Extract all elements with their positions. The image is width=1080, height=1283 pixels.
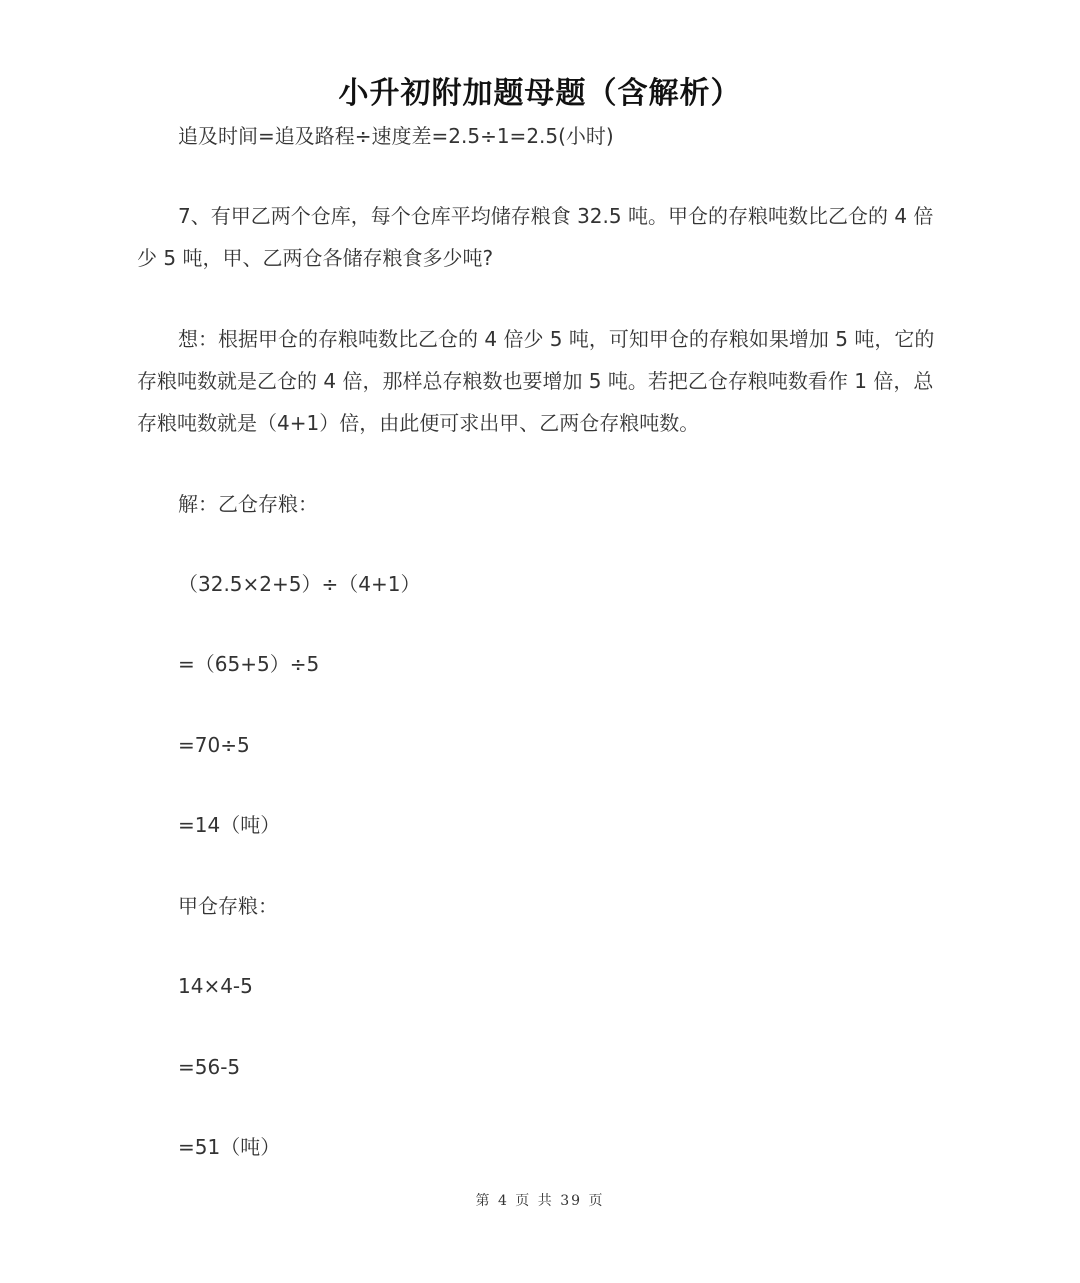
solution-step-a3: =51（吨） <box>178 1135 281 1159</box>
solution-step-b1: （32.5×2+5）÷（4+1） <box>178 572 421 596</box>
question-line-1: 7、有甲乙两个仓库，每个仓库平均储存粮食 32.5 吨。甲仓的存粮吨数比乙仓的 4 倍 <box>178 204 934 228</box>
solution-step-b4: =14（吨） <box>178 813 281 837</box>
thinking-line-3: 存粮吨数就是（4+1）倍，由此便可求出甲、乙两仓存粮吨数。 <box>137 411 700 435</box>
page-indicator: 第 4 页 共 39 页 <box>475 1193 605 1209</box>
solution-step-b2: =（65+5）÷5 <box>178 652 320 676</box>
solution-label-warehouse-a: 甲仓存粮： <box>178 894 278 918</box>
question-line-2: 少 5 吨，甲、乙两仓各储存粮食多少吨? <box>137 246 494 270</box>
thinking-line-1: 想：根据甲仓的存粮吨数比乙仓的 4 倍少 5 吨，可知甲仓的存粮如果增加 5 吨，它的 <box>178 327 935 351</box>
solution-step-a2: =56-5 <box>178 1055 241 1079</box>
solution-step-b3: =70÷5 <box>178 733 250 757</box>
thinking-line-2: 存粮吨数就是乙仓的 4 倍，那样总存粮数也要增加 5 吨。若把乙仓存粮吨数看作 1 倍，总 <box>137 369 934 393</box>
document-title: 小升初附加题母题（含解析） <box>338 76 742 111</box>
solution-label-warehouse-b: 解：乙仓存粮： <box>178 492 318 516</box>
previous-answer-line: 追及时间=追及路程÷速度差=2.5÷1=2.5(小时) <box>178 124 614 148</box>
solution-step-a1: 14×4-5 <box>178 974 253 998</box>
